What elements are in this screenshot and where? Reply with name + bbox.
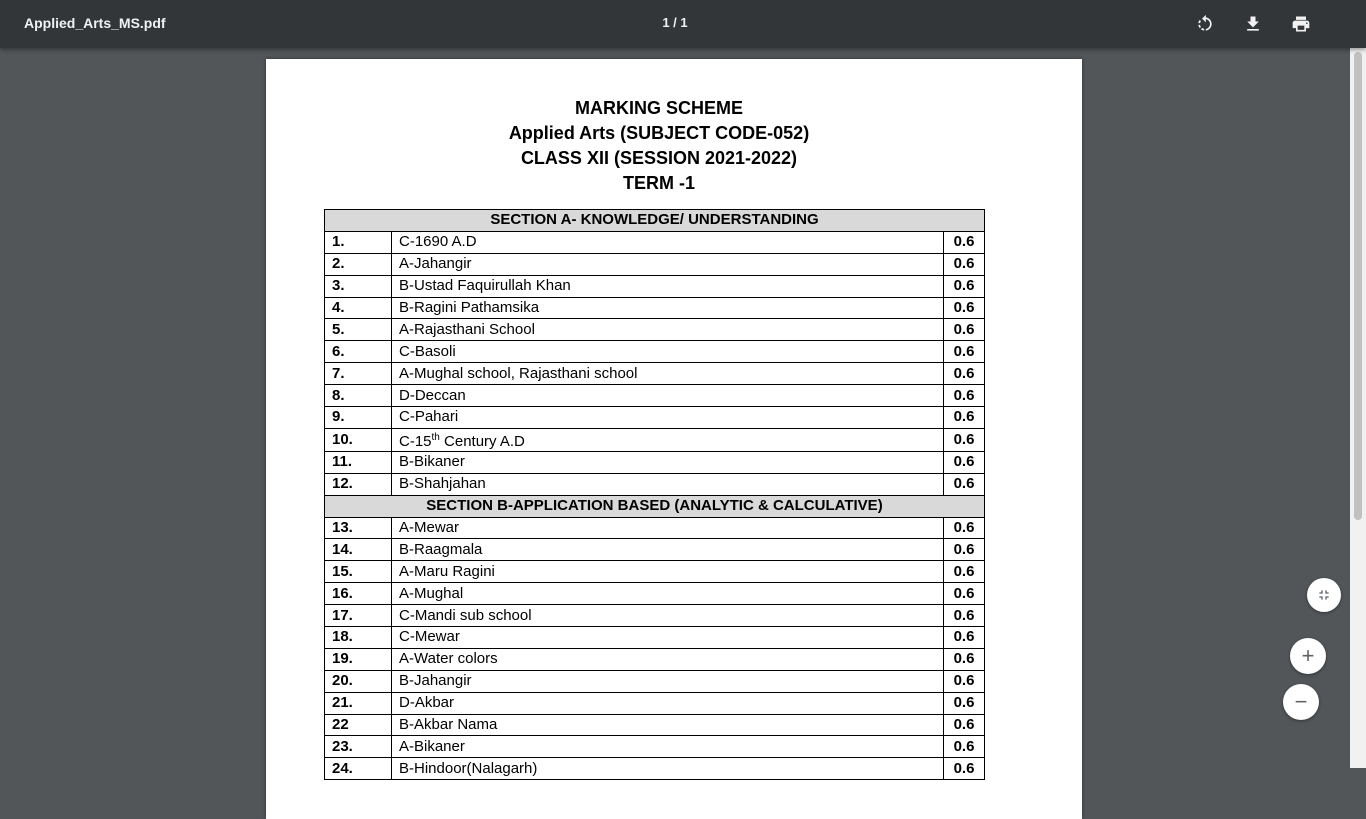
zoom-out-button[interactable] — [1283, 684, 1319, 720]
question-number: 11. — [325, 451, 392, 473]
question-number: 23. — [325, 736, 392, 758]
marks-cell: 0.6 — [944, 648, 985, 670]
table-row — [325, 275, 985, 297]
document-heading — [266, 96, 1052, 196]
marks-cell: 0.6 — [944, 275, 985, 297]
table-row — [325, 231, 985, 253]
table-row — [325, 539, 985, 561]
question-number: 12. — [325, 473, 392, 495]
table-row — [325, 363, 985, 385]
table-row — [325, 627, 985, 649]
question-number: 15. — [325, 561, 392, 583]
table-row — [325, 451, 985, 473]
heading-line: Applied Arts (SUBJECT CODE-052) — [508, 123, 810, 143]
answer-superscript: th — [431, 431, 440, 443]
table-row — [325, 341, 985, 363]
question-number: 19. — [325, 648, 392, 670]
pdf-page — [266, 59, 1082, 819]
answer-cell: B-Hindoor(Nalagarh) — [392, 758, 944, 780]
marks-cell: 0.6 — [944, 692, 985, 714]
marks-cell: 0.6 — [944, 627, 985, 649]
question-number: 18. — [325, 627, 392, 649]
table-row — [325, 561, 985, 583]
rotate-button[interactable] — [1193, 12, 1217, 36]
answer-cell: A-Mughal school, Rajasthani school — [392, 363, 944, 385]
marks-cell: 0.6 — [944, 385, 985, 407]
table-row — [325, 736, 985, 758]
question-number: 1. — [325, 231, 392, 253]
answer-cell: B-Ragini Pathamsika — [392, 297, 944, 319]
vertical-scrollbar[interactable] — [1350, 48, 1366, 768]
table-row — [325, 714, 985, 736]
section-header-row — [325, 495, 985, 517]
section-title: SECTION A- KNOWLEDGE/ UNDERSTANDING — [325, 210, 985, 232]
zoom-in-button[interactable] — [1290, 638, 1326, 674]
answer-cell: B-Raagmala — [392, 539, 944, 561]
zoom-in-icon: + — [1301, 643, 1315, 668]
answer-text-suffix: Century A.D — [439, 432, 525, 450]
table-row — [325, 297, 985, 319]
fit-to-page-icon — [1316, 587, 1332, 603]
table-row — [325, 319, 985, 341]
rotate-icon — [1195, 14, 1215, 34]
marks-cell: 0.6 — [944, 473, 985, 495]
page-indicator: 1 / 1 — [662, 15, 688, 30]
answer-cell: B-Shahjahan — [392, 473, 944, 495]
marks-cell: 0.6 — [944, 363, 985, 385]
answer-cell: C-Mewar — [392, 627, 944, 649]
answer-cell: C-Mandi sub school — [392, 605, 944, 627]
marks-cell: 0.6 — [944, 605, 985, 627]
table-row — [325, 407, 985, 429]
heading-line: MARKING SCHEME — [574, 98, 743, 118]
table-row — [325, 517, 985, 539]
answer-cell: D-Deccan — [392, 385, 944, 407]
marks-cell: 0.6 — [944, 539, 985, 561]
zoom-out-icon: − — [1294, 689, 1308, 714]
pdf-toolbar — [0, 0, 1366, 48]
marks-cell: 0.6 — [944, 428, 985, 451]
answer-cell: C-1690 A.D — [392, 231, 944, 253]
table-row — [325, 385, 985, 407]
table-row — [325, 648, 985, 670]
question-number: 9. — [325, 407, 392, 429]
section-header-row — [325, 210, 985, 232]
marking-table — [324, 209, 985, 780]
table-row — [325, 473, 985, 495]
question-number: 6. — [325, 341, 392, 363]
table-row — [325, 428, 985, 451]
section-title: SECTION B-APPLICATION BASED (ANALYTIC & CALCULATIVE) — [325, 495, 985, 517]
answer-text: C-15 — [399, 432, 432, 450]
download-icon — [1243, 14, 1263, 34]
fit-to-page-button[interactable] — [1307, 578, 1341, 612]
answer-cell: A-Mughal — [392, 583, 944, 605]
scrollbar-thumb[interactable] — [1354, 52, 1362, 520]
answer-cell: A-Mewar — [392, 517, 944, 539]
marks-cell: 0.6 — [944, 253, 985, 275]
answer-cell: B-Akbar Nama — [392, 714, 944, 736]
table-row — [325, 692, 985, 714]
question-number: 5. — [325, 319, 392, 341]
question-number: 24. — [325, 758, 392, 780]
answer-cell: A-Jahangir — [392, 253, 944, 275]
table-row — [325, 253, 985, 275]
question-number: 4. — [325, 297, 392, 319]
table-row — [325, 605, 985, 627]
answer-cell: A-Maru Ragini — [392, 561, 944, 583]
question-number: 2. — [325, 253, 392, 275]
table-row — [325, 583, 985, 605]
heading-line: CLASS XII (SESSION 2021-2022) — [520, 148, 798, 168]
answer-cell: A-Water colors — [392, 648, 944, 670]
question-number: 10. — [325, 428, 392, 451]
marks-cell: 0.6 — [944, 517, 985, 539]
table-row — [325, 670, 985, 692]
question-number: 16. — [325, 583, 392, 605]
question-number: 13. — [325, 517, 392, 539]
answer-cell: C-Basoli — [392, 341, 944, 363]
file-title: Applied_Arts_MS.pdf — [24, 15, 166, 31]
table-row — [325, 758, 985, 780]
marks-cell: 0.6 — [944, 736, 985, 758]
heading-line: TERM -1 — [623, 173, 695, 193]
marks-cell: 0.6 — [944, 231, 985, 253]
question-number: 22 — [325, 714, 392, 736]
print-icon — [1291, 14, 1311, 34]
answer-cell: A-Rajasthani School — [392, 319, 944, 341]
marks-cell: 0.6 — [944, 583, 985, 605]
marks-cell: 0.6 — [944, 561, 985, 583]
question-number: 20. — [325, 670, 392, 692]
question-number: 21. — [325, 692, 392, 714]
answer-cell: B-Bikaner — [392, 451, 944, 473]
answer-cell: B-Ustad Faquirullah Khan — [392, 275, 944, 297]
marks-cell: 0.6 — [944, 758, 985, 780]
question-number: 8. — [325, 385, 392, 407]
download-button[interactable] — [1241, 12, 1265, 36]
question-number: 7. — [325, 363, 392, 385]
answer-cell: C-Pahari — [392, 407, 944, 429]
question-number: 14. — [325, 539, 392, 561]
marks-cell: 0.6 — [944, 451, 985, 473]
marks-cell: 0.6 — [944, 407, 985, 429]
marks-cell: 0.6 — [944, 714, 985, 736]
answer-cell: D-Akbar — [392, 692, 944, 714]
answer-cell — [392, 428, 944, 451]
question-number: 17. — [325, 605, 392, 627]
answer-cell: A-Bikaner — [392, 736, 944, 758]
marks-cell: 0.6 — [944, 319, 985, 341]
question-number: 3. — [325, 275, 392, 297]
marks-cell: 0.6 — [944, 341, 985, 363]
print-button[interactable] — [1289, 12, 1313, 36]
marks-cell: 0.6 — [944, 297, 985, 319]
marks-cell: 0.6 — [944, 670, 985, 692]
answer-cell: B-Jahangir — [392, 670, 944, 692]
